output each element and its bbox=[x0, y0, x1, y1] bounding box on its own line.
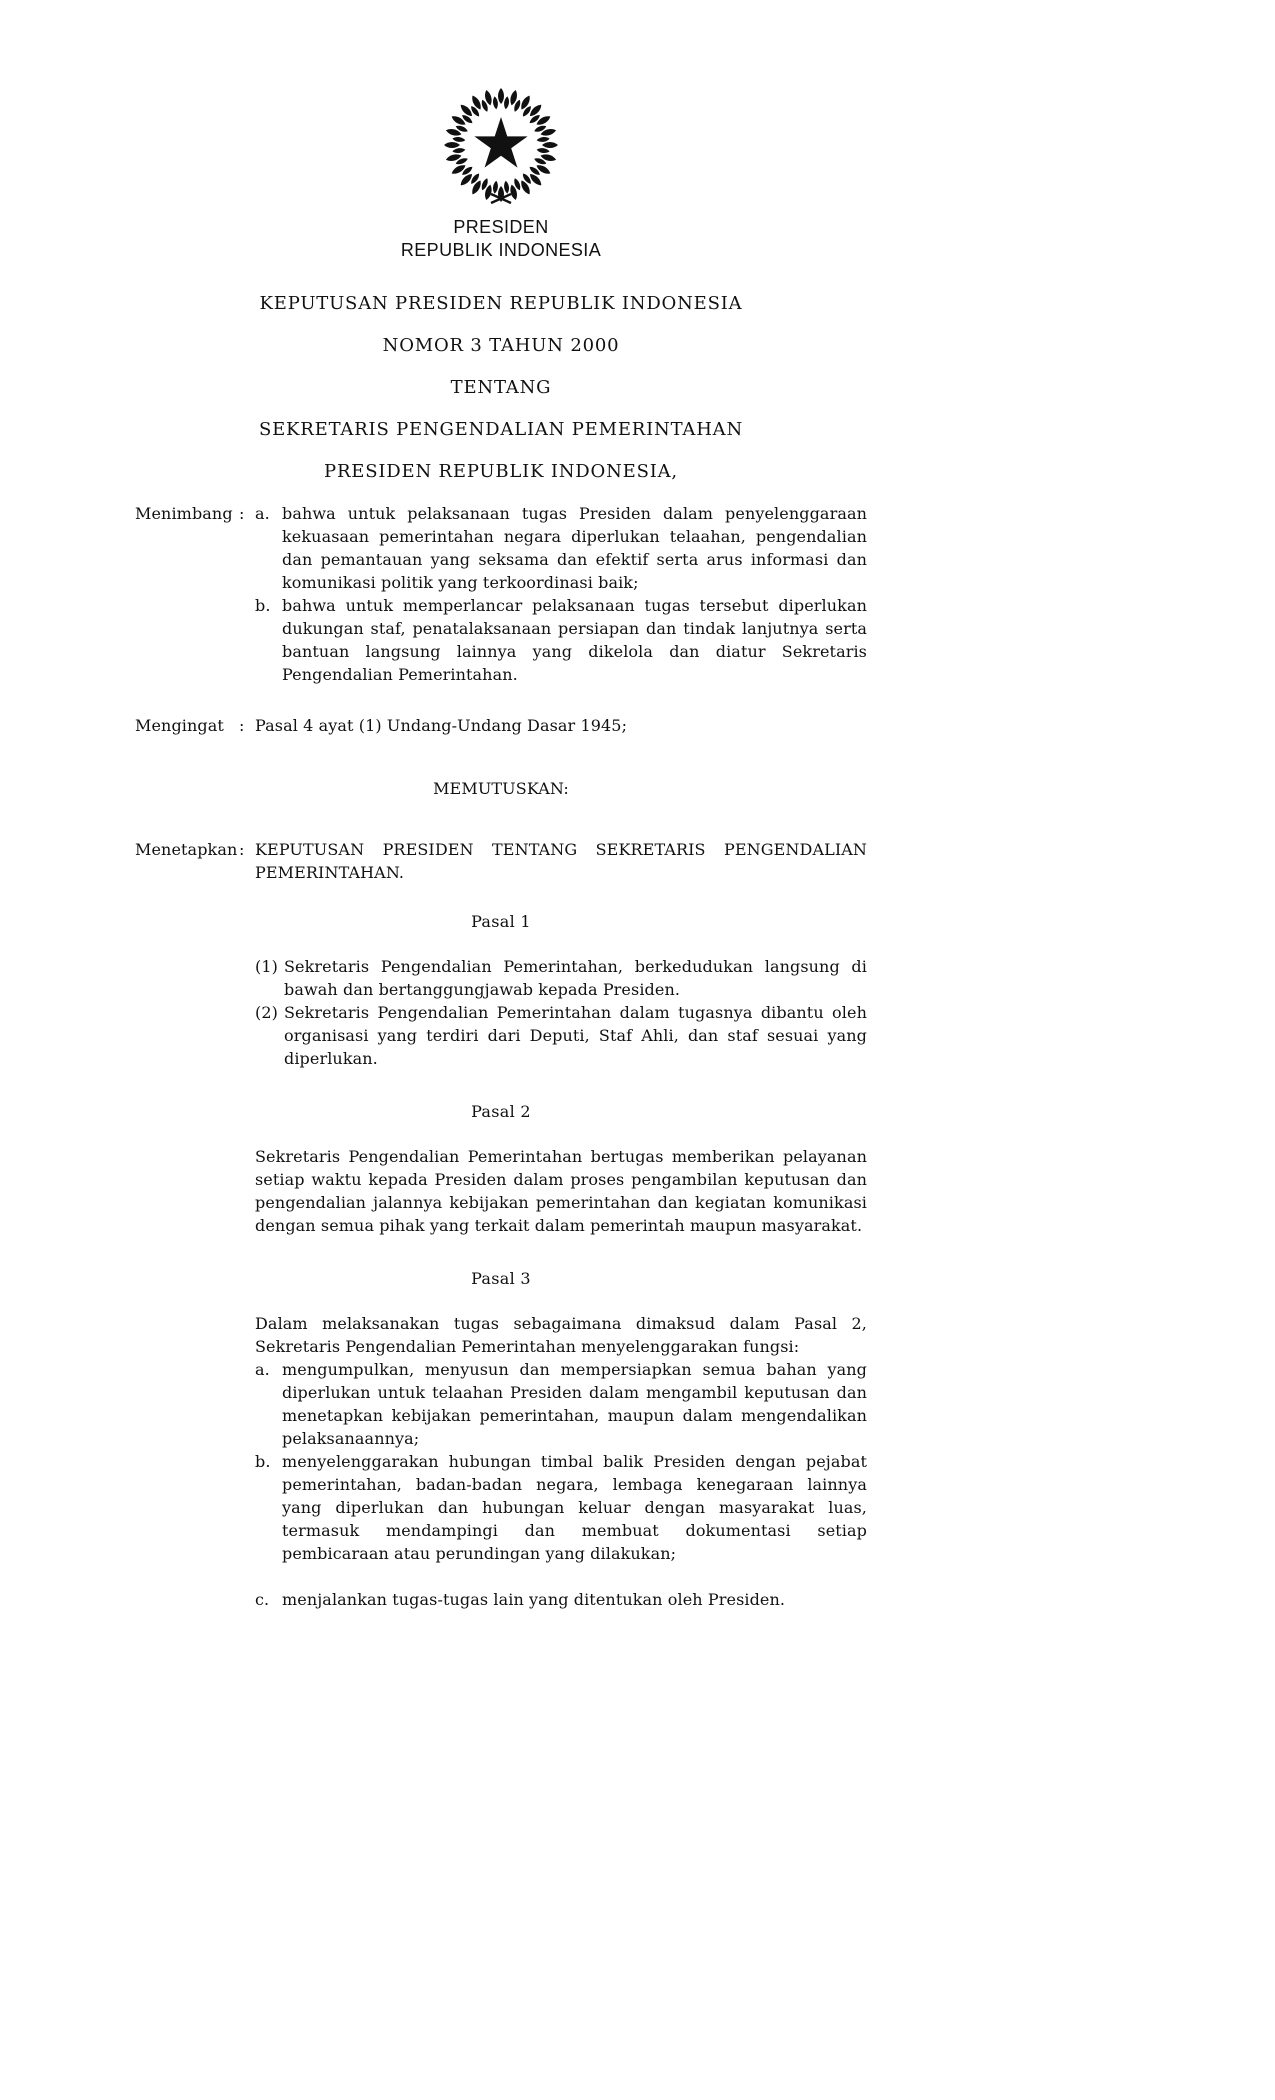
pasal-3-item-c-text: menjalankan tugas-tugas lain yang ditentukan oleh Presiden. bbox=[282, 1590, 786, 1609]
letterhead-line-republik-indonesia: REPUBLIK INDONESIA bbox=[400, 240, 602, 260]
letterhead bbox=[135, 82, 867, 262]
pasal-3-item-b-text: menyelenggarakan hubungan timbal balik Presiden dengan pejabat pemerintahan, badan-badan negara, lembaga kenegaraan lainnya yang diperlukan dan hubungan keluar dengan masyarakat luas, termasuk mendampingi dan membuat dokumentasi setiap pembicaraan atau perundingan yang dilakukan; bbox=[282, 1452, 867, 1563]
pasal-3-heading: Pasal 3 bbox=[471, 1269, 531, 1288]
decree-issuer: PRESIDEN REPUBLIK INDONESIA, bbox=[324, 461, 678, 482]
pasal-2-heading: Pasal 2 bbox=[471, 1102, 531, 1121]
star-icon bbox=[474, 117, 527, 168]
pasal-1-ayat-2-text: Sekretaris Pengendalian Pemerintahan dalam tugasnya dibantu oleh organisasi yang terdiri dari Deputi, Staf Ahli, dan staf sesuai yang diperlukan. bbox=[284, 1003, 867, 1068]
pasal-3-item-c bbox=[255, 1588, 867, 1611]
decree-title-block bbox=[135, 292, 867, 483]
pasal-1-ayat-1 bbox=[255, 955, 867, 1001]
decree-subject: SEKRETARIS PENGENDALIAN PEMERINTAHAN bbox=[258, 419, 744, 440]
pasal-3-item-a-marker: a. bbox=[255, 1360, 270, 1379]
mengingat-text: Pasal 4 ayat (1) Undang-Undang Dasar 1945; bbox=[255, 716, 628, 735]
menimbang-item-b-text: bahwa untuk memperlancar pelaksanaan tugas tersebut diperlukan dukungan staf, penatalaksanaan persiapan dan tindak lanjutnya serta bantuan langsung lainnya yang dikelola dan diatur Sekretaris Pengendalian Pemerintahan. bbox=[282, 596, 867, 684]
menetapkan-text: KEPUTUSAN PRESIDEN TENTANG SEKRETARIS PENGENDALIAN PEMERINTAHAN. bbox=[255, 840, 867, 882]
pasal-3-item-b-marker: b. bbox=[255, 1452, 271, 1471]
memutuskan-heading: MEMUTUSKAN: bbox=[433, 779, 569, 798]
decree-title: KEPUTUSAN PRESIDEN REPUBLIK INDONESIA bbox=[259, 293, 743, 314]
mengingat-section bbox=[135, 714, 867, 737]
decree-number: NOMOR 3 TAHUN 2000 bbox=[382, 335, 620, 356]
pasal-1-ayat-2 bbox=[255, 1001, 867, 1070]
pasal-1-ayat-1-marker: (1) bbox=[255, 957, 278, 976]
menimbang-section bbox=[135, 502, 867, 686]
pasal-3-item-b bbox=[255, 1450, 867, 1565]
menimbang-label: Menimbang bbox=[135, 504, 233, 523]
mengingat-colon: : bbox=[239, 716, 245, 735]
menetapkan-section bbox=[135, 838, 867, 884]
menimbang-item-a bbox=[255, 502, 867, 594]
decree-tentang: TENTANG bbox=[450, 377, 552, 398]
pasal-3-section bbox=[135, 1267, 867, 1611]
document-content bbox=[135, 82, 867, 1611]
menimbang-colon: : bbox=[239, 504, 245, 523]
pasal-1-ayat-2-marker: (2) bbox=[255, 1003, 278, 1022]
menetapkan-label: Menetapkan bbox=[135, 840, 238, 859]
menimbang-item-a-text: bahwa untuk pelaksanaan tugas Presiden dalam penyelenggaraan kekuasaan pemerintahan negara diperlukan telaahan, pengendalian dan pemantauan yang seksama dan efektif serta arus informasi dan komunikasi politik yang terkoordinasi baik; bbox=[282, 504, 867, 592]
menimbang-item-a-marker: a. bbox=[255, 504, 270, 523]
pasal-3-item-a-text: mengumpulkan, menyusun dan mempersiapkan semua bahan yang diperlukan untuk telaahan Presiden dalam mengambil keputusan dan menetapkan kebijakan pemerintahan, maupun dalam mengendalikan pelaksanaannya; bbox=[282, 1360, 867, 1448]
pasal-3-intro: Dalam melaksanakan tugas sebagaimana dimaksud dalam Pasal 2, Sekretaris Pengendalian Pemerintahan menyelenggarakan fungsi: bbox=[255, 1314, 867, 1356]
letterhead-line-presiden: PRESIDEN bbox=[453, 217, 549, 237]
presidential-seal-icon bbox=[442, 82, 560, 208]
pasal-2-section bbox=[135, 1100, 867, 1237]
pasal-1-section bbox=[135, 910, 867, 1070]
pasal-1-ayat-1-text: Sekretaris Pengendalian Pemerintahan, berkedudukan langsung di bawah dan bertanggungjawab kepada Presiden. bbox=[284, 957, 867, 999]
pasal-3-item-c-marker: c. bbox=[255, 1590, 270, 1609]
menimbang-item-b-marker: b. bbox=[255, 596, 271, 615]
menimbang-item-b bbox=[255, 594, 867, 686]
menetapkan-colon: : bbox=[239, 840, 245, 859]
mengingat-label: Mengingat bbox=[135, 716, 224, 735]
pasal-1-heading: Pasal 1 bbox=[471, 912, 531, 931]
pasal-2-body: Sekretaris Pengendalian Pemerintahan bertugas memberikan pelayanan setiap waktu kepada Presiden dalam proses pengambilan keputusan dan pengendalian jalannya kebijakan pemerintahan dan kegiatan komunikasi dengan semua pihak yang terkait dalam pemerintah maupun masyarakat. bbox=[255, 1147, 867, 1235]
pasal-3-item-a bbox=[255, 1358, 867, 1450]
